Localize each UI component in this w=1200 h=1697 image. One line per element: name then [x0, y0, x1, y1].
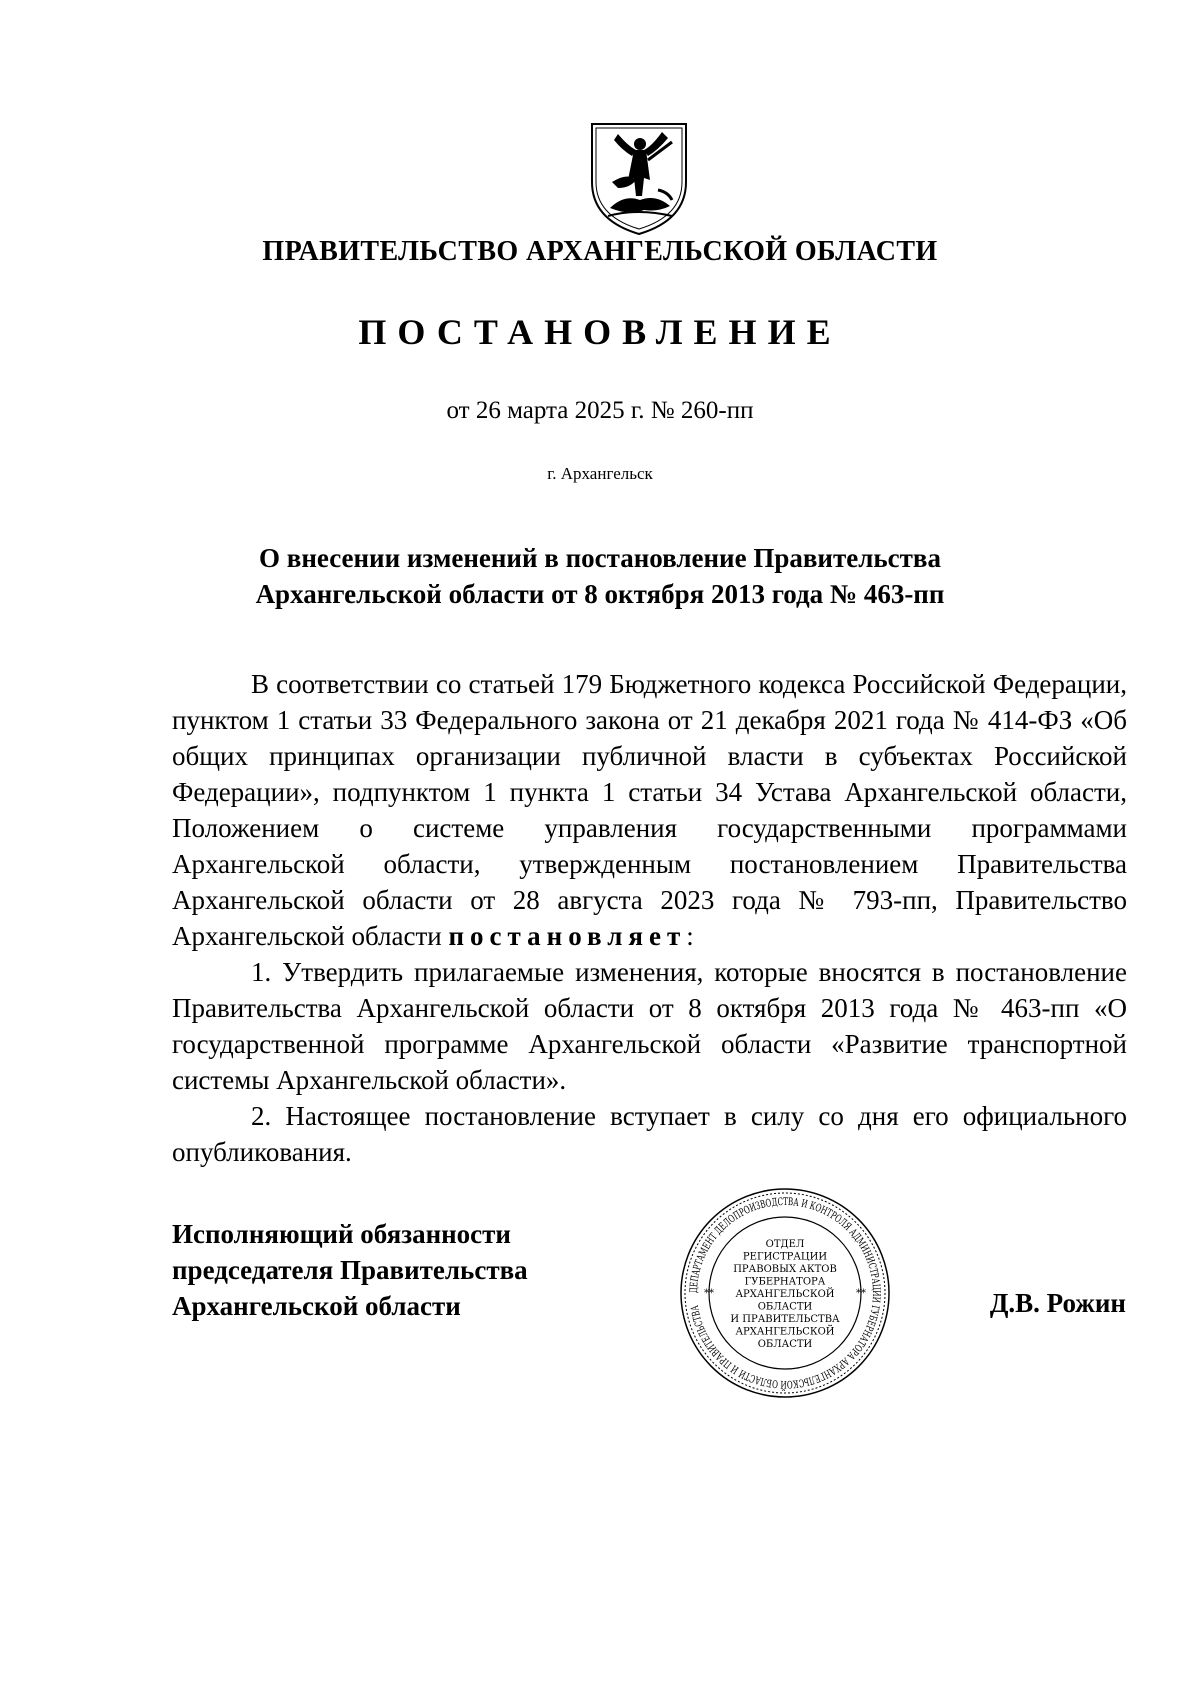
document-type: ПОСТАНОВЛЕНИЕ	[358, 312, 842, 352]
svg-text:ДЕПАРТАМЕНТ ДЕЛОПРОИЗВОДСТВА И: ДЕПАРТАМЕНТ ДЕЛОПРОИЗВОДСТВА И КОНТРОЛЯ АДМИНИСТРАЦИИ ГУБЕРНАТОРА АРХАНГЕЛЬСКОЙ ОБЛАСТИ И ПРАВИТЕЛЬСТВА	[687, 1195, 883, 1391]
svg-text:РЕГИСТРАЦИИ: РЕГИСТРАЦИИ	[742, 1251, 828, 1263]
svg-text:**: **	[704, 1288, 714, 1299]
position-line-1: Исполняющий обязанности	[172, 1219, 511, 1249]
title-line-1: О внесении изменений в постановление Правительства	[259, 543, 941, 573]
preamble-text: В соответствии со статьей 179 Бюджетного кодекса Российской Федерации, пунктом 1 статьи 33 Федерального закона от 21 декабря 2021 года № 414-ФЗ «Об общих принципах организации публичной власти в субъектах Российской Федерации», подпунктом 1 пункта 1 статьи 34 Устава Архангельской области, Положением о системе управления государственными программами Архангельской области, утвержденным постановлением Правительства Архангельской области от 28 августа 2023 года № 793-пп, Правительство Архангельской области	[172, 669, 1127, 951]
document-title	[200, 540, 1000, 612]
svg-text:**: **	[856, 1288, 866, 1299]
coat-of-arms-icon	[588, 120, 690, 238]
item-2: 2. Настоящее постановление вступает в силу со дня его официального опубликования.	[172, 1101, 1127, 1167]
svg-text:АРХАНГЕЛЬСКОЙ: АРХАНГЕЛЬСКОЙ	[735, 1326, 835, 1338]
document-city: г. Архангельск	[547, 464, 653, 483]
position-line-2: председателя Правительства	[172, 1255, 528, 1285]
item-1: 1. Утвердить прилагаемые изменения, которые вносятся в постановление Правительства Архангельской области от 8 октября 2013 года № 463-пп «О государственной программе Архангельской области «Развитие транспортной системы Архангельской области».	[172, 957, 1127, 1095]
title-line-2: Архангельской области от 8 октября 2013 года № 463-пп	[255, 579, 945, 609]
svg-text:ОБЛАСТИ: ОБЛАСТИ	[757, 1339, 813, 1350]
decree-colon: :	[686, 921, 694, 951]
preamble-paragraph	[172, 666, 1127, 954]
svg-text:ПРАВОВЫХ АКТОВ: ПРАВОВЫХ АКТОВ	[733, 1264, 837, 1275]
document-date-number: от 26 марта 2025 г. № 260-пп	[446, 397, 754, 424]
position-line-3: Архангельской области	[172, 1291, 461, 1321]
signatory-position	[172, 1216, 528, 1324]
svg-text:ГУБЕРНАТОРА: ГУБЕРНАТОРА	[744, 1276, 826, 1288]
svg-text:АРХАНГЕЛЬСКОЙ: АРХАНГЕЛЬСКОЙ	[735, 1289, 835, 1300]
document-body	[172, 666, 1127, 1170]
decree-word: постановляет	[448, 921, 687, 951]
signatory-name: Д.В. Рожин	[989, 1288, 1126, 1318]
svg-text:И ПРАВИТЕЛЬСТВА: И ПРАВИТЕЛЬСТВА	[730, 1314, 840, 1325]
official-stamp-icon	[678, 1186, 892, 1400]
svg-text:ОБЛАСТИ: ОБЛАСТИ	[757, 1301, 813, 1313]
government-name: ПРАВИТЕЛЬСТВО АРХАНГЕЛЬСКОЙ ОБЛАСТИ	[262, 236, 938, 267]
svg-text:ОТДЕЛ: ОТДЕЛ	[765, 1239, 805, 1250]
